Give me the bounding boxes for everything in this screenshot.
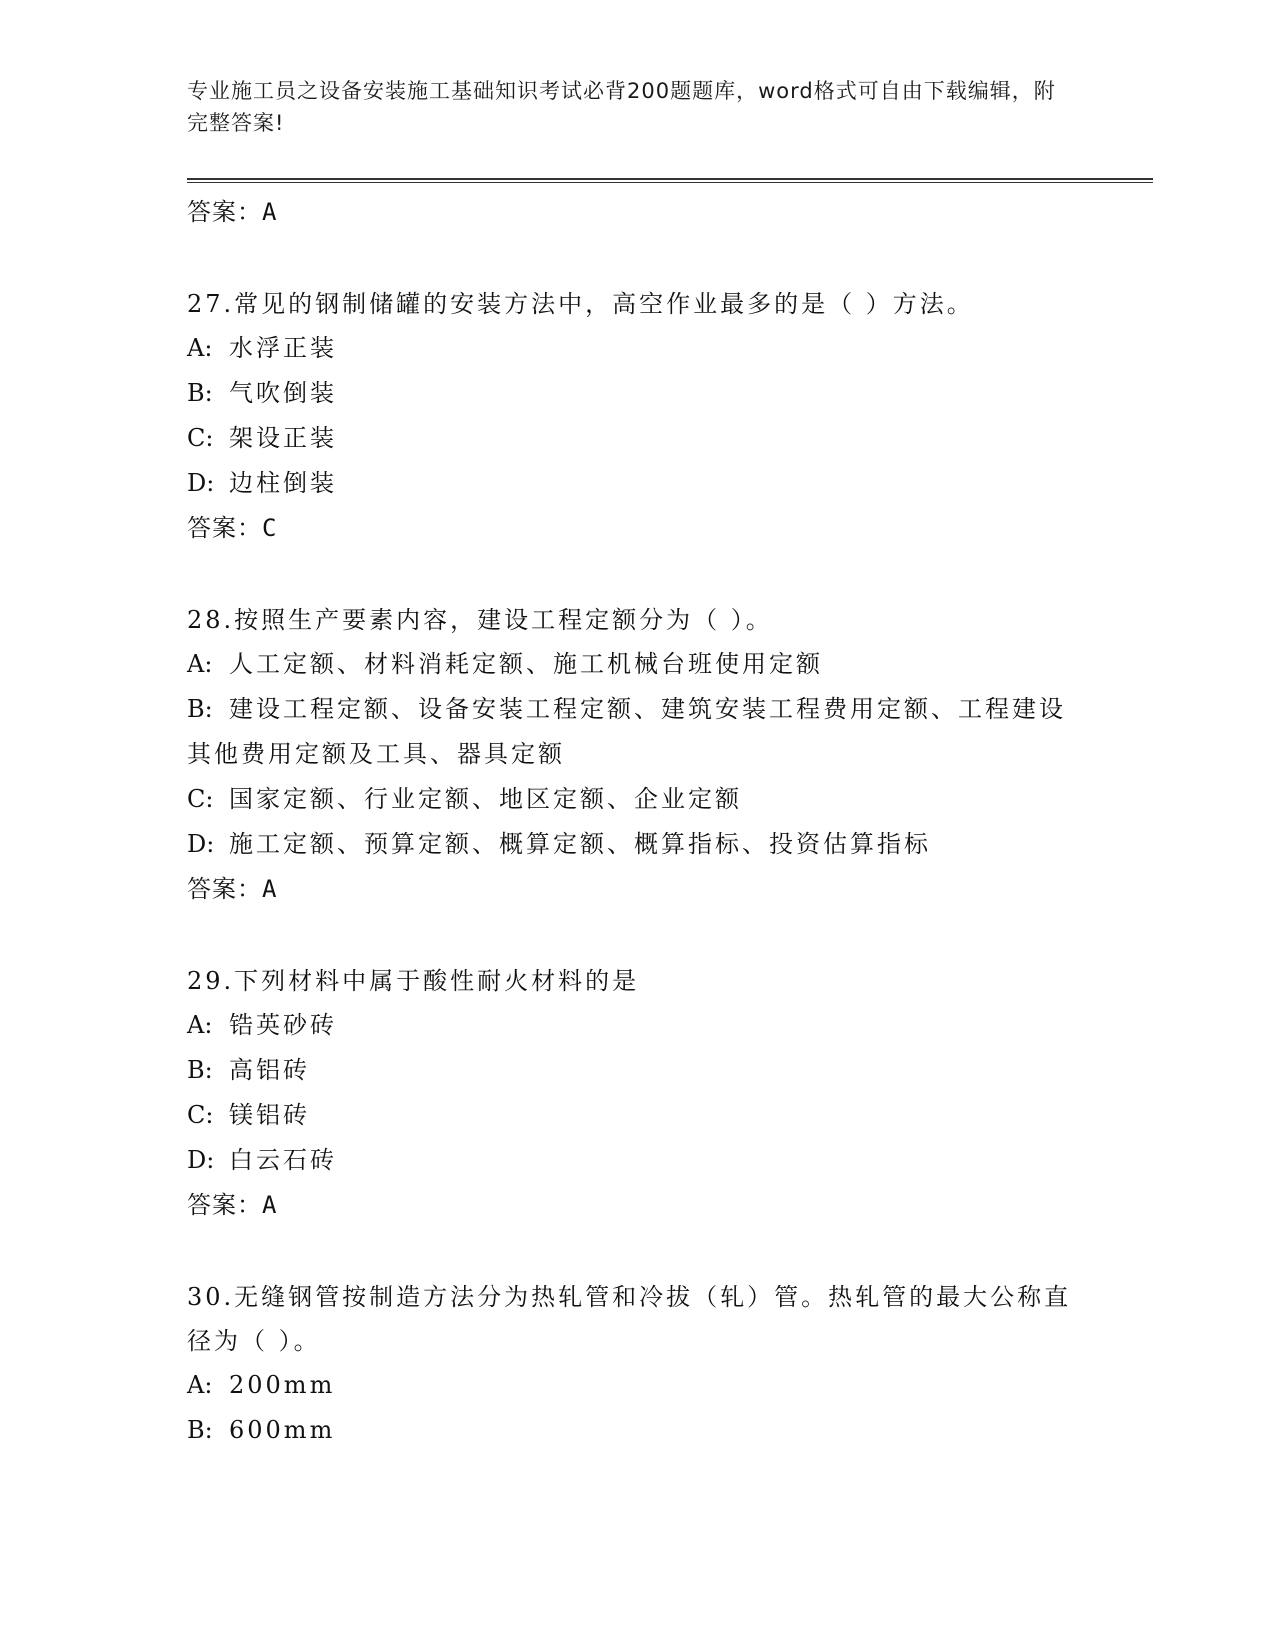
answer-line (187, 190, 1087, 234)
option-text: 高铝砖 (229, 1056, 310, 1084)
option-text: 气吹倒装 (229, 379, 337, 407)
option-letter: B: (187, 695, 213, 723)
answer-label: 答案： (187, 1191, 262, 1219)
question-stem: 29.下列材料中属于酸性耐火材料的是 (187, 967, 640, 995)
option-a (187, 1003, 1087, 1048)
option-text: 600mm (229, 1416, 336, 1444)
option-letter: C: (187, 424, 214, 452)
question-stem: 30.无缝钢管按制造方法分为热轧管和冷拔（轧）管。热轧管的最大公称直径为（ ）。 (187, 1283, 1072, 1355)
option-letter: A: (187, 650, 213, 678)
option-letter: C: (187, 785, 214, 813)
option-text: 白云石砖 (229, 1146, 337, 1174)
option-c (187, 777, 1087, 822)
answer-value: A (262, 875, 278, 903)
answer-line (187, 867, 1087, 911)
question-27 (187, 282, 1087, 550)
answer-label: 答案： (187, 514, 262, 542)
option-letter: D: (187, 830, 215, 858)
option-text: 建设工程定额、设备安装工程定额、建筑安装工程费用定额、工程建设其他费用定额及工具、器具定额 (187, 695, 1066, 768)
answer-label: 答案： (187, 198, 262, 226)
option-text: 200mm (229, 1371, 336, 1399)
option-text: 施工定额、预算定额、概算定额、概算指标、投资估算指标 (229, 830, 931, 858)
option-letter: B: (187, 1416, 213, 1444)
option-text: 镁铝砖 (229, 1101, 310, 1129)
header-divider (187, 178, 1153, 183)
option-d (187, 461, 1087, 506)
question-28 (187, 598, 1087, 911)
answer-line (187, 1183, 1087, 1227)
document-body (187, 190, 1087, 1453)
document-header: 专业施工员之设备安装施工基础知识考试必背200题题库，word格式可自由下载编辑，附完整答案! (187, 79, 1056, 135)
option-b (187, 371, 1087, 416)
option-a (187, 642, 1087, 687)
option-letter: A: (187, 1011, 213, 1039)
option-letter: A: (187, 1371, 213, 1399)
answer-value: C (262, 514, 278, 542)
option-text: 架设正装 (229, 424, 337, 452)
option-letter: B: (187, 379, 213, 407)
option-b (187, 1408, 1087, 1453)
option-letter: B: (187, 1056, 213, 1084)
option-letter: C: (187, 1101, 214, 1129)
question-29 (187, 959, 1087, 1227)
option-b (187, 687, 1087, 777)
option-a (187, 326, 1087, 371)
option-letter: A: (187, 334, 213, 362)
option-c (187, 1093, 1087, 1138)
answer-label: 答案： (187, 875, 262, 903)
option-text: 水浮正装 (229, 334, 337, 362)
option-d (187, 1138, 1087, 1183)
option-text: 国家定额、行业定额、地区定额、企业定额 (229, 785, 742, 813)
option-b (187, 1048, 1087, 1093)
answer-value: A (262, 1191, 278, 1219)
option-d (187, 822, 1087, 867)
answer-line (187, 506, 1087, 550)
option-text: 锆英砂砖 (229, 1011, 337, 1039)
option-letter: D: (187, 1146, 215, 1174)
option-c (187, 416, 1087, 461)
option-a (187, 1363, 1087, 1408)
option-text: 边柱倒装 (229, 469, 337, 497)
option-text: 人工定额、材料消耗定额、施工机械台班使用定额 (229, 650, 823, 678)
question-stem: 27.常见的钢制储罐的安装方法中，高空作业最多的是（ ）方法。 (187, 290, 974, 318)
question-30 (187, 1275, 1087, 1453)
option-letter: D: (187, 469, 215, 497)
answer-value: A (262, 198, 278, 226)
question-stem: 28.按照生产要素内容，建设工程定额分为（ ）。 (187, 606, 773, 634)
